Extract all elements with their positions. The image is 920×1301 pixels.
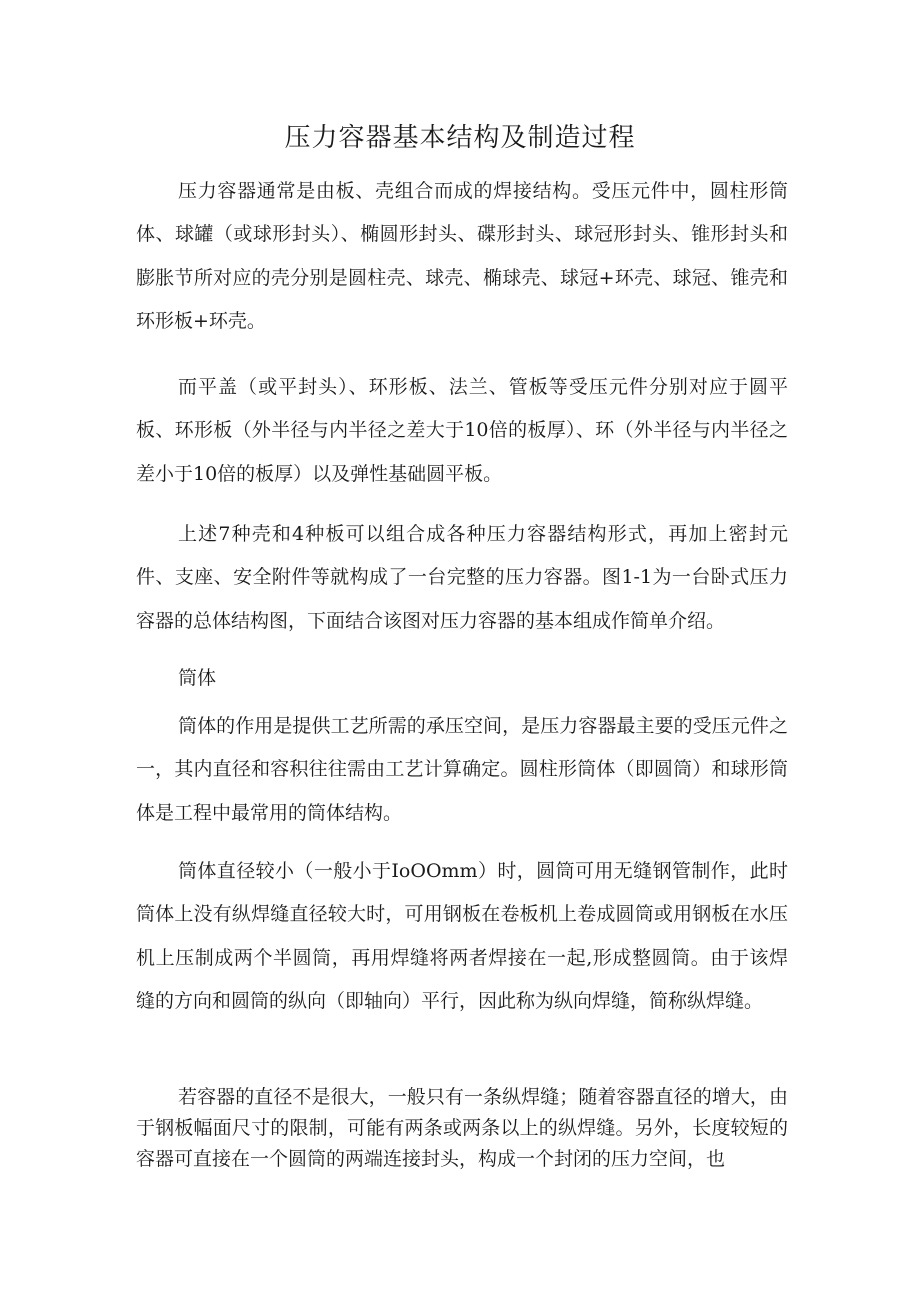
paragraph-longitudinal-welds: 若容器的直径不是很大，一般只有一条纵焊缝；随着容器直径的增大，由于钢板幅面尺寸的限制，可能有两条或两条以上的纵焊缝。另外，长度较短的容器可直接在一个圆筒的两端连接封头，构成一个封闭的压力空间，也: [136, 1086, 788, 1170]
paragraph-combination: 上述7种壳和4种板可以组合成各种压力容器结构形式，再加上密封元件、支座、安全附件等就构成了一台完整的压力容器。图1-1为一台卧式压力容器的总体结构图，下面结合该图对压力容器的基本组成作简单介绍。: [136, 523, 788, 632]
paragraph-shell-types: 压力容器通常是由板、壳组合而成的焊接结构。受压元件中，圆柱形筒体、球罐（或球形封头）、椭圆形封头、碟形封头、球冠形封头、锥形封头和膨胀节所对应的壳分别是圆柱壳、球壳、椭球壳、球冠+环壳、球冠、锥壳和环形板+环壳。: [136, 180, 788, 332]
paragraph-plate-types: 而平盖（或平封头）、环形板、法兰、管板等受压元件分别对应于圆平板、环形板（外半径与内半径之差大于10倍的板厚）、环（外半径与内半径之差小于10倍的板厚）以及弹性基础圆平板。: [136, 376, 788, 485]
paragraph-shell-function: 筒体的作用是提供工艺所需的承压空间，是压力容器最主要的受压元件之一，其内直径和容积往往需由工艺计算确定。圆柱形筒体（即圆筒）和球形筒体是工程中最常用的筒体结构。: [136, 715, 788, 824]
section-heading-shell: 筒体: [178, 667, 217, 689]
document-title: 压力容器基本结构及制造过程: [284, 123, 636, 153]
paragraph-shell-manufacture: 筒体直径较小（一般小于IoOOmm）时，圆筒可用无缝钢管制作，此时筒体上没有纵焊缝直径较大时，可用钢板在卷板机上卷成圆筒或用钢板在水压机上压制成两个半圆筒，再用焊缝将两者焊接在一起,形成整圆筒。由于该焊缝的方向和圆筒的纵向（即轴向）平行，因此称为纵向焊缝，简称纵焊缝。: [136, 860, 788, 1012]
